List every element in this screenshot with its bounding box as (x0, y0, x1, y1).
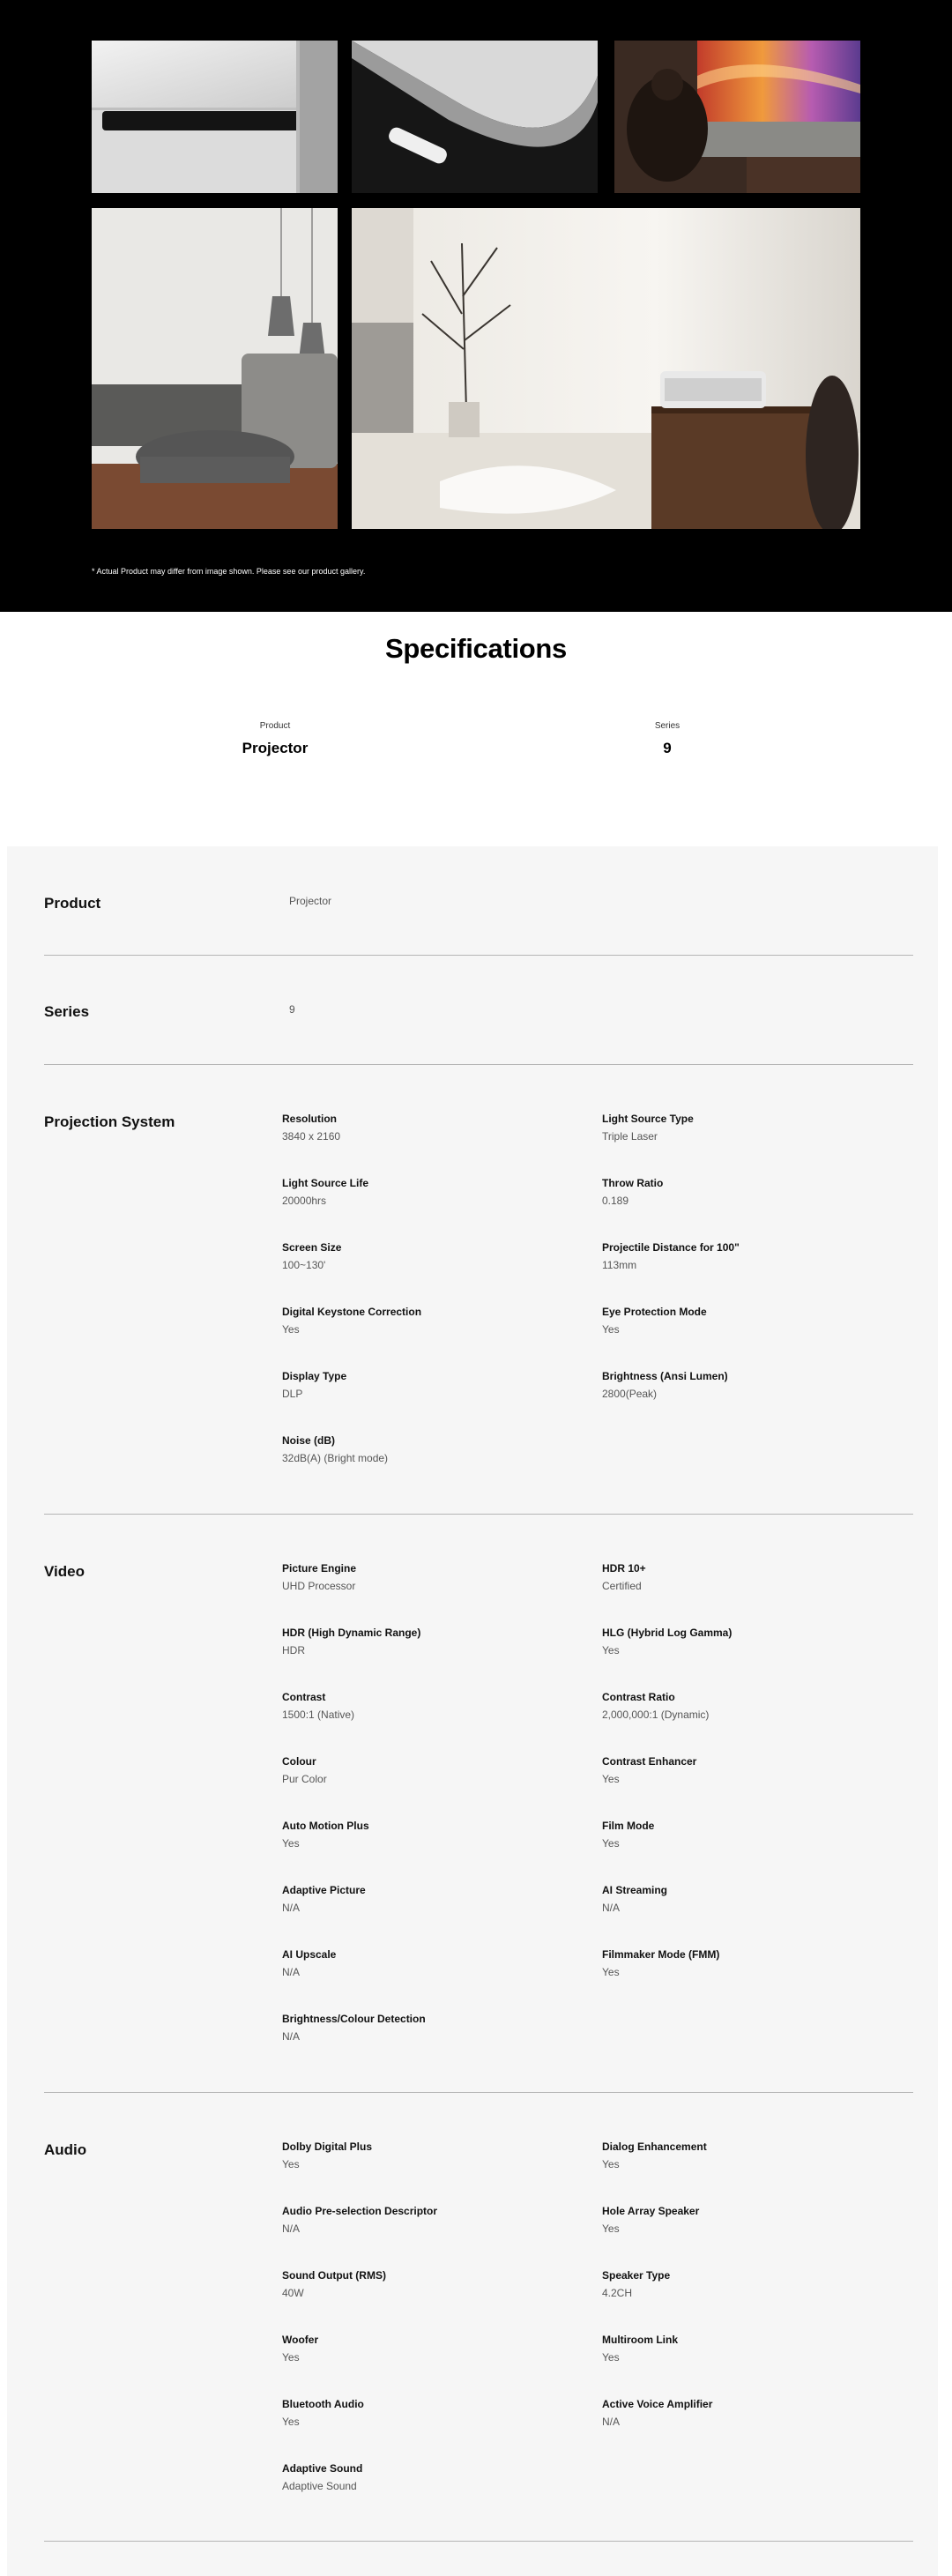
summary-series-value: 9 (663, 740, 672, 756)
spec-label: Sound Output (RMS) (282, 2269, 386, 2282)
spec-dialog-enhancement (602, 2140, 884, 2170)
spec-value: Yes (282, 2351, 300, 2364)
spec-label: Adaptive Sound (282, 2462, 363, 2475)
spec-eye-protection (602, 1306, 884, 1336)
spec-value: Yes (602, 1644, 620, 1657)
gallery-disclaimer: * Actual Product may differ from image shown. Please see our product gallery. (92, 567, 366, 576)
divider (44, 955, 913, 956)
spec-noise (282, 1434, 564, 1464)
spec-label: Screen Size (282, 1241, 342, 1254)
spec-speaker-type (602, 2269, 884, 2299)
spec-value: Pur Color (282, 1773, 327, 1785)
spec-value: Yes (602, 2158, 620, 2170)
spec-label: Colour (282, 1755, 316, 1768)
spec-value: Adaptive Sound (282, 2480, 357, 2492)
spec-label: Projectile Distance for 100" (602, 1241, 740, 1254)
spec-value: N/A (282, 2222, 301, 2235)
spec-value: Yes (602, 1323, 620, 1336)
spec-label: Auto Motion Plus (282, 1820, 369, 1832)
spec-value: Yes (602, 1773, 620, 1785)
spec-label: Bluetooth Audio (282, 2398, 364, 2410)
spec-value: UHD Processor (282, 1580, 356, 1592)
spec-label: AI Streaming (602, 1884, 668, 1896)
spec-label: Dolby Digital Plus (282, 2140, 373, 2153)
spec-value: Yes (282, 2416, 300, 2428)
gallery-image-projector-remote[interactable] (352, 41, 598, 193)
spec-value: 4.2CH (602, 2287, 633, 2299)
spec-light-source-life (282, 1177, 564, 1207)
spec-projectile-distance (602, 1241, 884, 1271)
spec-value: Yes (602, 2222, 620, 2235)
divider (44, 2092, 913, 2093)
spec-value: Yes (282, 1837, 300, 1850)
spec-brightness (602, 1370, 884, 1400)
spec-label: Hole Array Speaker (602, 2205, 700, 2217)
divider (44, 1514, 913, 1515)
spec-label: Digital Keystone Correction (282, 1306, 422, 1318)
spec-label: HDR (High Dynamic Range) (282, 1627, 421, 1639)
spec-value: 2,000,000:1 (Dynamic) (602, 1709, 710, 1721)
spec-value: 3840 x 2160 (282, 1130, 341, 1143)
spec-picture-engine (282, 1562, 564, 1592)
spec-throw-ratio (602, 1177, 884, 1207)
spec-value: 40W (282, 2287, 304, 2299)
spec-value: N/A (602, 1902, 621, 1914)
spec-label: Adaptive Picture (282, 1884, 366, 1896)
spec-hdr (282, 1627, 564, 1657)
spec-value: N/A (282, 1966, 301, 1978)
spec-label: Multiroom Link (602, 2334, 678, 2346)
spec-label: HLG (Hybrid Log Gamma) (602, 1627, 733, 1639)
spec-colour (282, 1755, 564, 1785)
spec-label: Speaker Type (602, 2269, 671, 2282)
spec-adaptive-picture (282, 1884, 564, 1914)
spec-label: Woofer (282, 2334, 319, 2346)
spec-value: N/A (602, 2416, 621, 2428)
specifications-title: Specifications (385, 633, 567, 664)
spec-bluetooth-audio (282, 2398, 564, 2428)
spec-digital-keystone (282, 1306, 564, 1336)
category-product-value: Projector (289, 895, 332, 907)
spec-light-source-type (602, 1113, 884, 1143)
spec-hlg (602, 1627, 884, 1657)
spec-value: Yes (282, 1323, 300, 1336)
spec-label: Brightness (Ansi Lumen) (602, 1370, 728, 1382)
spec-label: Display Type (282, 1370, 347, 1382)
spec-label: Active Voice Amplifier (602, 2398, 713, 2410)
spec-value: Yes (282, 2158, 300, 2170)
category-projection-title: Projection System (44, 1113, 175, 1130)
spec-label: Film Mode (602, 1820, 655, 1832)
spec-value: Yes (602, 2351, 620, 2364)
spec-label: Light Source Type (602, 1113, 694, 1125)
spec-resolution (282, 1113, 564, 1143)
spec-label: Filmmaker Mode (FMM) (602, 1948, 720, 1961)
category-series-value: 9 (289, 1003, 295, 1016)
spec-value: Certified (602, 1580, 642, 1592)
gallery-image-living-room-lamps[interactable] (92, 208, 338, 529)
category-product-title: Product (44, 895, 101, 912)
spec-hdr10plus (602, 1562, 884, 1592)
spec-label: Resolution (282, 1113, 337, 1125)
spec-value: Yes (602, 1966, 620, 1978)
spec-contrast-enhancer (602, 1755, 884, 1785)
category-audio-title: Audio (44, 2141, 87, 2158)
spec-label: Contrast Enhancer (602, 1755, 697, 1768)
spec-ai-streaming (602, 1884, 884, 1914)
gallery-image-projector-front[interactable] (92, 41, 338, 193)
spec-value: 2800(Peak) (602, 1388, 658, 1400)
spec-value: 20000hrs (282, 1195, 327, 1207)
spec-table (7, 846, 938, 2576)
spec-value: N/A (282, 1902, 301, 1914)
divider (44, 1064, 913, 1065)
spec-active-voice-amplifier (602, 2398, 884, 2428)
spec-value: 1500:1 (Native) (282, 1709, 355, 1721)
spec-multiroom-link (602, 2334, 884, 2364)
spec-filmmaker-mode (602, 1948, 884, 1978)
spec-label: HDR 10+ (602, 1562, 646, 1575)
product-gallery (0, 0, 952, 612)
spec-label: Light Source Life (282, 1177, 369, 1189)
spec-label: Contrast (282, 1691, 326, 1703)
summary-product (187, 721, 363, 757)
category-series-title: Series (44, 1003, 90, 1020)
spec-woofer (282, 2334, 564, 2364)
spec-label: Eye Protection Mode (602, 1306, 707, 1318)
spec-audio-preselection (282, 2205, 564, 2235)
spec-ai-upscale (282, 1948, 564, 1978)
summary-series-label: Series (654, 721, 681, 731)
gallery-image-living-room-viewing[interactable] (614, 41, 860, 193)
spec-value: 0.189 (602, 1195, 629, 1207)
divider (44, 2541, 913, 2542)
spec-value: HDR (282, 1644, 305, 1657)
spec-label: Noise (dB) (282, 1434, 335, 1447)
category-video-title: Video (44, 1563, 85, 1580)
gallery-image-bright-room[interactable] (352, 208, 860, 529)
spec-film-mode (602, 1820, 884, 1850)
spec-label: Brightness/Colour Detection (282, 2013, 426, 2025)
spec-display-type (282, 1370, 564, 1400)
spec-adaptive-sound (282, 2462, 564, 2492)
spec-auto-motion-plus (282, 1820, 564, 1850)
summary-product-label: Product (259, 721, 291, 731)
spec-value: DLP (282, 1388, 303, 1400)
summary-series (579, 721, 755, 757)
spec-label: AI Upscale (282, 1948, 337, 1961)
spec-hole-array-speaker (602, 2205, 884, 2235)
spec-value: N/A (282, 2030, 301, 2043)
spec-value: Triple Laser (602, 1130, 658, 1143)
spec-label: Dialog Enhancement (602, 2140, 707, 2153)
spec-value: 32dB(A) (Bright mode) (282, 1452, 389, 1464)
spec-value: Yes (602, 1837, 620, 1850)
spec-label: Throw Ratio (602, 1177, 664, 1189)
spec-value: 113mm (602, 1259, 637, 1271)
spec-label: Picture Engine (282, 1562, 357, 1575)
spec-dolby-digital-plus (282, 2140, 564, 2170)
spec-label: Contrast Ratio (602, 1691, 675, 1703)
spec-screen-size (282, 1241, 564, 1271)
spec-value: 100~130' (282, 1259, 326, 1271)
spec-contrast (282, 1691, 564, 1721)
spec-label: Audio Pre-selection Descriptor (282, 2205, 438, 2217)
spec-brightness-colour-detection (282, 2013, 564, 2043)
summary-product-value: Projector (242, 740, 309, 756)
spec-contrast-ratio (602, 1691, 884, 1721)
spec-sound-output (282, 2269, 564, 2299)
